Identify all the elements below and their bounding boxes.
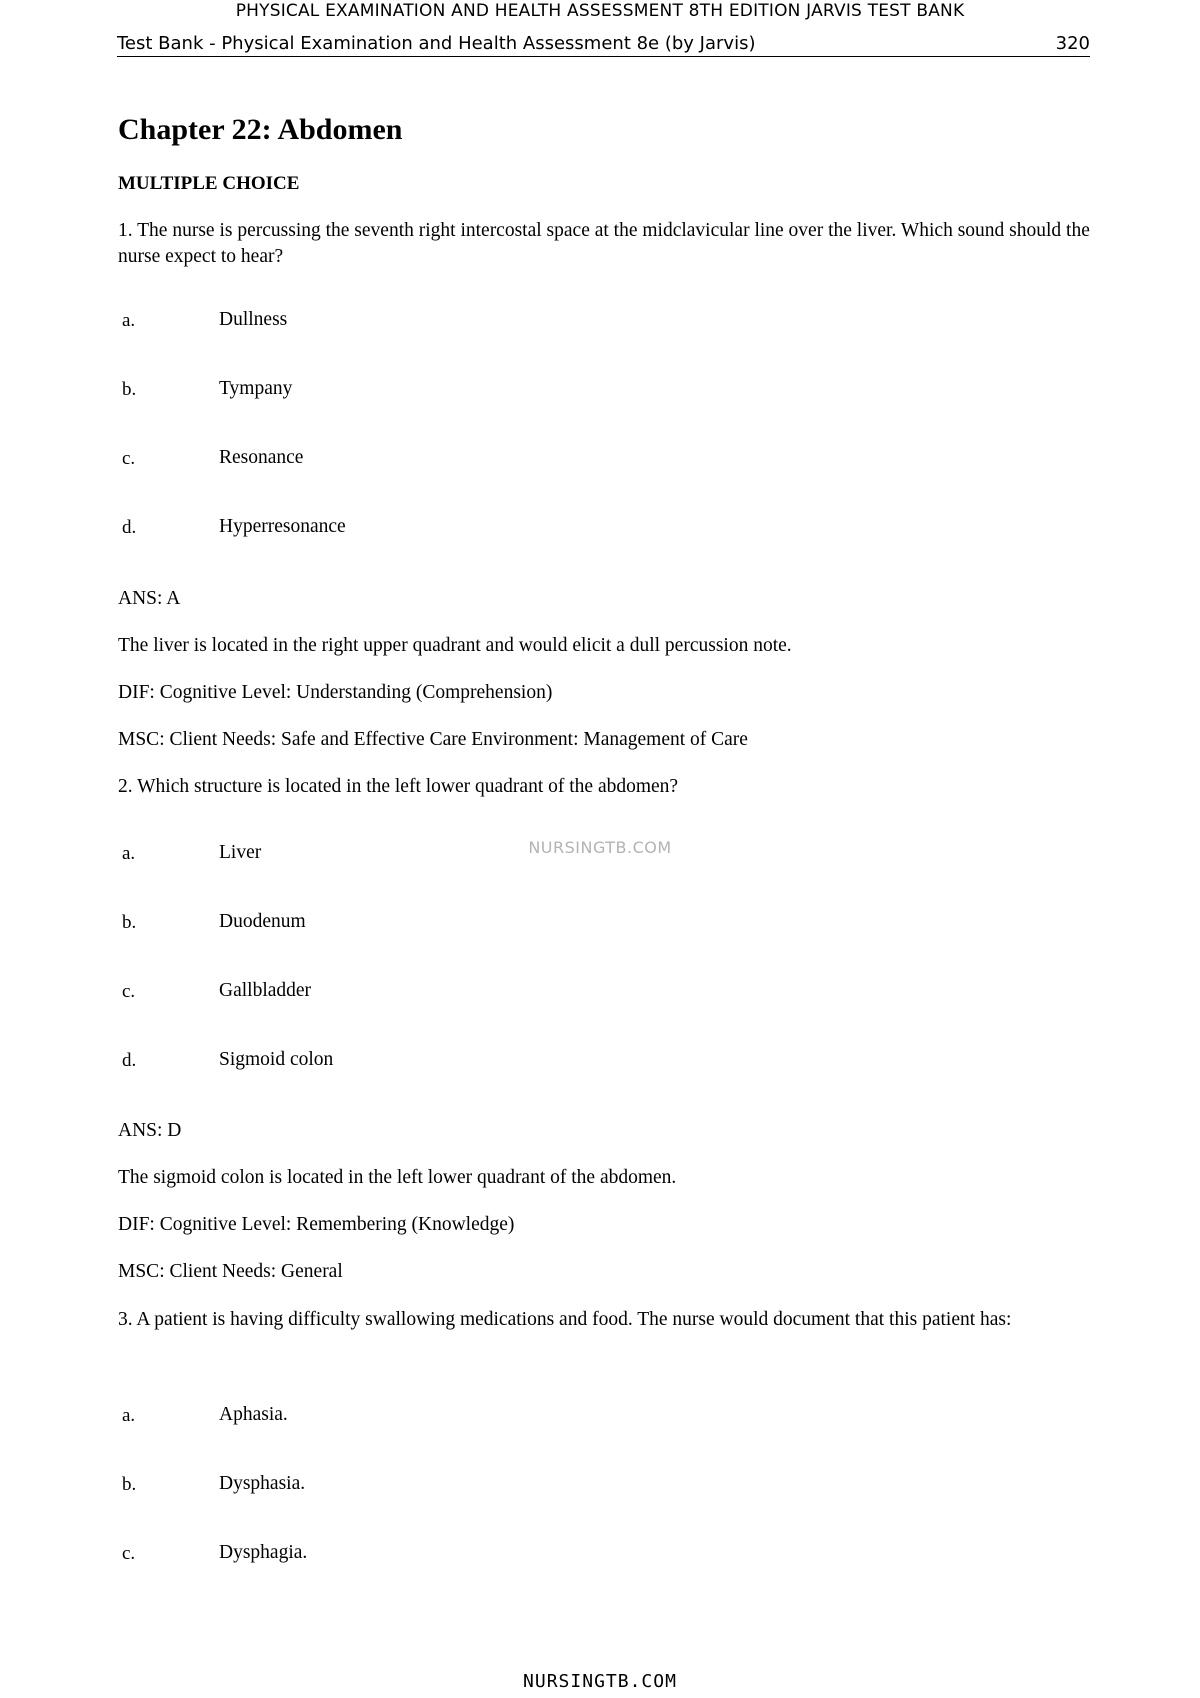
q3-option-a-text: Aphasia. — [219, 1404, 288, 1425]
q1-option-a-letter: a. — [122, 310, 136, 331]
q2-answer: ANS: D — [118, 1120, 182, 1141]
question-3-stem: 3. A patient is having difficulty swallowing medications and food. The nurse would document that this patient has: — [118, 1309, 1012, 1330]
document-banner: PHYSICAL EXAMINATION AND HEALTH ASSESSMENT 8TH EDITION JARVIS TEST BANK — [235, 1, 965, 21]
q1-option-c-text: Resonance — [219, 447, 304, 468]
q1-option-b-letter: b. — [122, 379, 137, 400]
q1-client-needs: MSC: Client Needs: Safe and Effective Care Environment: Management of Care — [118, 729, 748, 750]
q1-option-d-letter: d. — [122, 517, 137, 538]
q3-option-b-text: Dysphasia. — [219, 1473, 306, 1494]
q3-option-c-text: Dysphagia. — [219, 1542, 308, 1563]
q1-rationale: The liver is located in the right upper quadrant and would elicit a dull percussion note. — [118, 635, 792, 656]
q1-option-d-text: Hyperresonance — [219, 516, 346, 537]
page-number: 320 — [1055, 33, 1090, 54]
question-1-stem: 1. The nurse is percussing the seventh right intercostal space at the midclavicular line over the liver. Which sound should the nurse expect to hear? — [118, 220, 1090, 267]
watermark: NURSINGTB.COM — [528, 838, 672, 857]
q1-option-b-text: Tympany — [219, 378, 293, 399]
page-footer: NURSINGTB.COM — [523, 1671, 677, 1692]
running-header-title: Test Bank - Physical Examination and Health Assessment 8e (by Jarvis) — [117, 33, 756, 54]
q2-option-d-letter: d. — [122, 1050, 137, 1071]
q2-option-d-text: Sigmoid colon — [219, 1049, 334, 1070]
q1-answer: ANS: A — [118, 588, 181, 609]
q2-difficulty: DIF: Cognitive Level: Remembering (Knowledge) — [118, 1214, 515, 1235]
q1-option-a-text: Dullness — [219, 309, 288, 330]
q1-option-c-letter: c. — [122, 448, 136, 469]
running-header — [117, 33, 1090, 57]
q1-difficulty: DIF: Cognitive Level: Understanding (Comprehension) — [118, 682, 553, 703]
q3-option-a-letter: a. — [122, 1405, 136, 1426]
q3-option-b-letter: b. — [122, 1474, 137, 1495]
q2-option-b-text: Duodenum — [219, 911, 306, 932]
q2-client-needs: MSC: Client Needs: General — [118, 1261, 343, 1282]
q2-rationale: The sigmoid colon is located in the left lower quadrant of the abdomen. — [118, 1167, 677, 1188]
q2-option-b-letter: b. — [122, 912, 137, 933]
q2-option-c-text: Gallbladder — [219, 980, 312, 1001]
q3-option-c-letter: c. — [122, 1543, 136, 1564]
q2-option-a-text: Liver — [219, 842, 262, 863]
chapter-title: Chapter 22: Abdomen — [118, 113, 403, 146]
question-2-stem: 2. Which structure is located in the left lower quadrant of the abdomen? — [118, 776, 679, 797]
q2-option-c-letter: c. — [122, 981, 136, 1002]
q2-option-a-letter: a. — [122, 843, 136, 864]
section-title: MULTIPLE CHOICE — [118, 173, 300, 194]
